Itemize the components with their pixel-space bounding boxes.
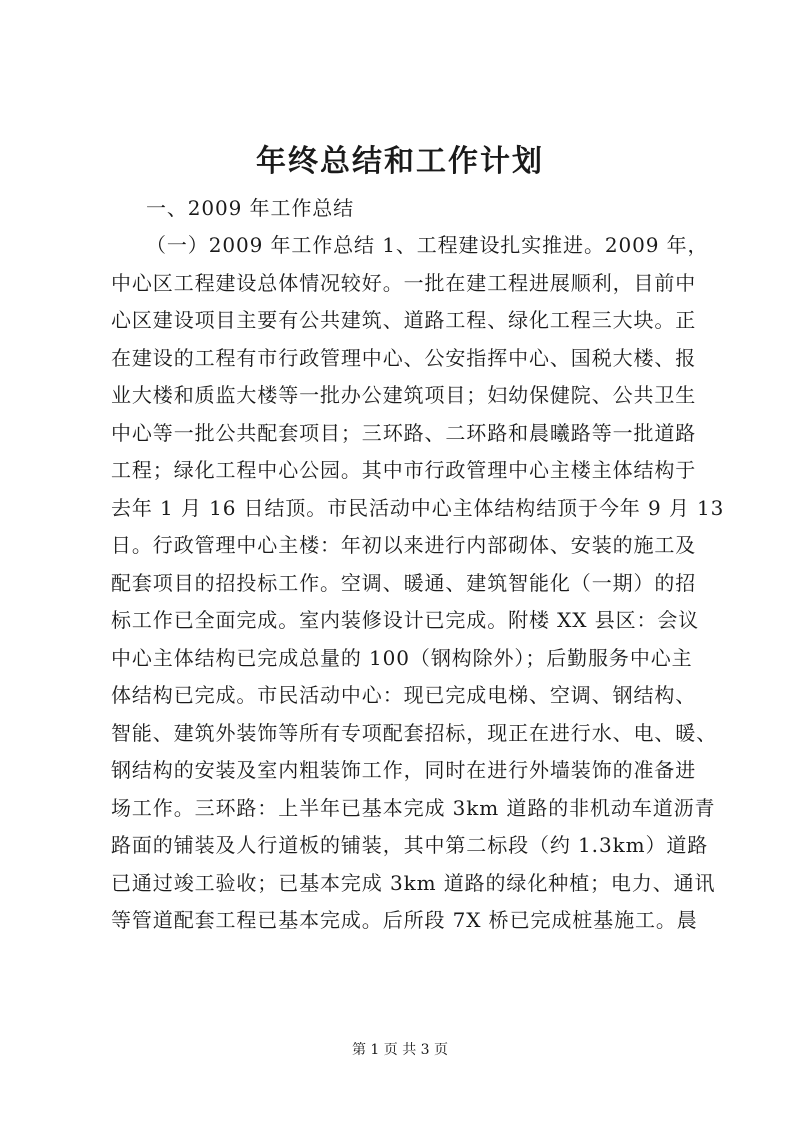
paragraph-line: 已通过竣工验收；已基本完成 3km 道路的绿化种植；电力、通讯 [111, 871, 716, 895]
paragraph-line: 配套项目的招投标工作。空调、暖通、建筑智能化（一期）的招 [111, 571, 697, 595]
paragraph-line: 等管道配套工程已基本完成。后所段 7X 桥已完成桩基施工。晨 [111, 908, 698, 932]
paragraph-line: 中心等一批公共配套项目；三环路、二环路和晨曦路等一批道路 [111, 421, 697, 445]
paragraph-line: 日。行政管理中心主楼：年初以来进行内部砌体、安装的施工及 [111, 533, 697, 557]
paragraph-line: 去年 1 月 16 日结顶。市民活动中心主体结构结顶于今年 9 月 13 [111, 496, 725, 520]
paragraph-line: 体结构已完成。市民活动中心：现已完成电梯、空调、钢结构、 [111, 683, 697, 707]
document-title: 年终总结和工作计划 [256, 144, 544, 179]
page-number-footer: 第 1 页 共 3 页 [351, 1042, 449, 1058]
paragraph-line: 智能、建筑外装饰等所有专项配套招标，现正在进行水、电、暖、 [111, 721, 718, 745]
paragraph-line: 心区建设项目主要有公共建筑、道路工程、绿化工程三大块。正 [111, 308, 697, 332]
paragraph-line: 路面的铺装及人行道板的铺装，其中第二标段（约 1.3km）道路 [111, 833, 709, 857]
paragraph-line: 中心主体结构已完成总量的 100（钢构除外）；后勤服务中心主 [111, 646, 693, 670]
paragraph-line: 业大楼和质监大楼等一批办公建筑项目；妇幼保健院、公共卫生 [111, 383, 697, 407]
paragraph-line: 场工作。三环路：上半年已基本完成 3km 道路的非机动车道沥青 [111, 796, 716, 820]
paragraph-line: 钢结构的安装及室内粗装饰工作，同时在进行外墙装饰的准备进 [111, 758, 697, 782]
paragraph-line: 标工作已全面完成。室内装修设计已完成。附楼 XX 县区：会议 [111, 608, 700, 632]
paragraph-line: 在建设的工程有市行政管理中心、公安指挥中心、国税大楼、报 [111, 346, 697, 370]
paragraph-line: 工程；绿化工程中心公园。其中市行政管理中心主楼主体结构于 [111, 458, 697, 482]
paragraph-line: （一）2009 年工作总结 1、工程建设扎实推进。2009 年， [146, 233, 709, 257]
paragraph-line: 中心区工程建设总体情况较好。一批在建工程进展顺利，目前中 [111, 271, 697, 295]
section-heading: 一、2009 年工作总结 [146, 196, 355, 220]
